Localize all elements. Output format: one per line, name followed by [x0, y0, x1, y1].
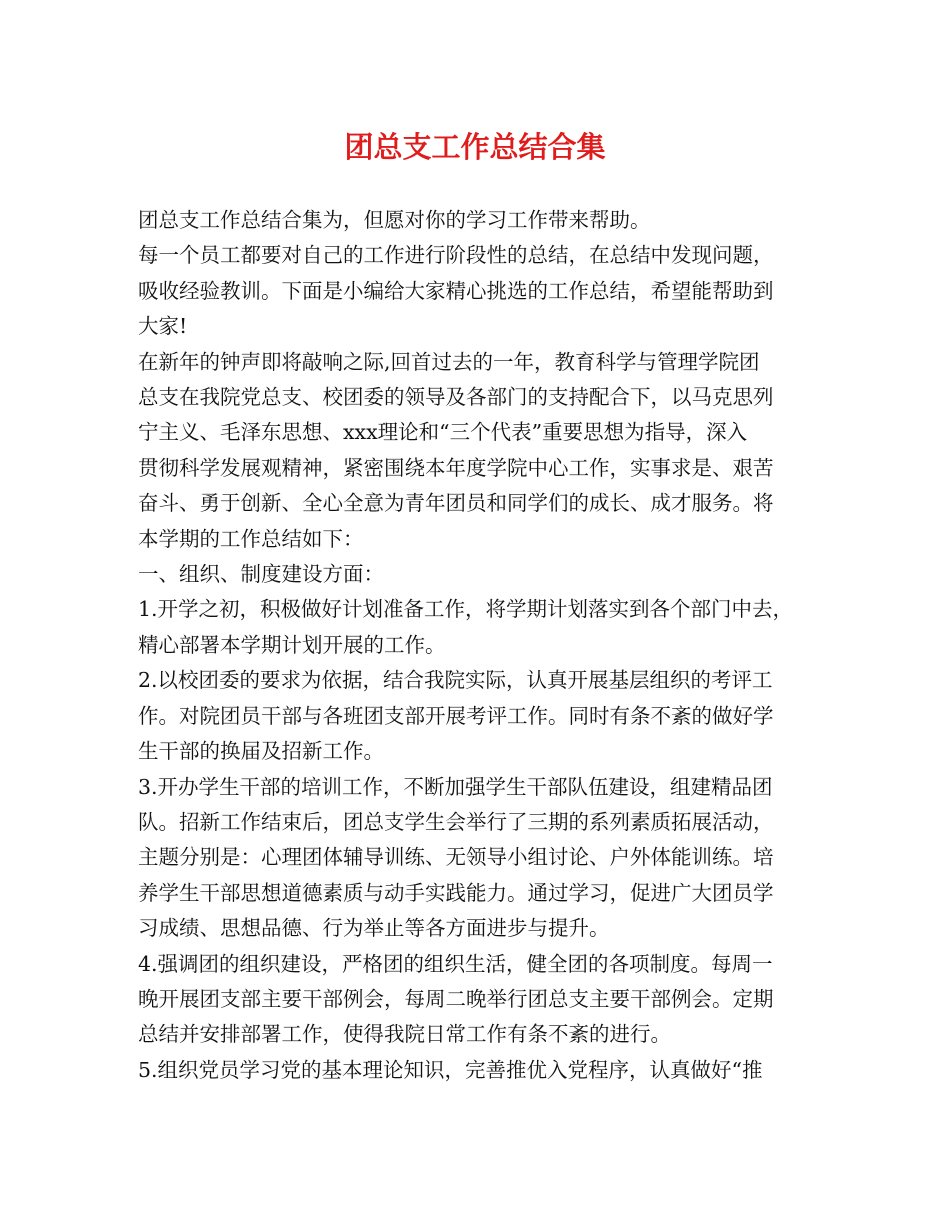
body-line: 2.以校团委的要求为依据，结合我院实际，认真开展基层组织的考评工 — [138, 668, 773, 693]
body-line: 宁主义、毛泽东思想、xxx理论和“三个代表”重要思想为指导，深入 — [138, 420, 748, 445]
body-line: 总支在我院党总支、校团委的领导及各部门的支持配合下，以马克思列 — [138, 385, 774, 410]
body-line: 主题分别是：心理团体辅导训练、无领导小组讨论、户外体能训练。培 — [138, 845, 774, 870]
section-heading: 一、组织、制度建设方面： — [138, 562, 384, 587]
body-line: 精心部署本学期计划开展的工作。 — [138, 632, 446, 657]
body-line: 本学期的工作总结如下： — [138, 526, 364, 551]
body-line: 每一个员工都要对自己的工作进行阶段性的总结，在总结中发现问题， — [138, 243, 774, 268]
body-line: 作。对院团员干部与各班团支部开展考评工作。同时有条不紊的做好学 — [138, 703, 774, 728]
document-body — [138, 203, 818, 1088]
body-line: 3.开办学生干部的培训工作，不断加强学生干部队伍建设，组建精品团 — [138, 774, 773, 799]
body-line: 1.开学之初，积极做好计划准备工作，将学期计划落实到各个部门中去， — [138, 597, 794, 622]
body-line: 团总支工作总结合集为，但愿对你的学习工作带来帮助。 — [138, 208, 651, 232]
body-line: 吸收经验教训。下面是小编给大家精心挑选的工作总结，希望能帮助到 — [138, 278, 774, 303]
body-line: 队。招新工作结束后，团总支学生会举行了三期的系列素质拓展活动， — [138, 809, 774, 834]
body-line: 习成绩、思想品德、行为举止等各方面进步与提升。 — [138, 916, 610, 941]
body-line: 5.组织党员学习党的基本理论知识，完善推优入党程序，认真做好“推 — [138, 1057, 763, 1082]
body-line: 总结并安排部署工作，使得我院日常工作有条不紊的进行。 — [138, 1022, 671, 1047]
body-line: 贯彻科学发展观精神，紧密围绕本年度学院中心工作，实事求是、艰苦 — [138, 455, 774, 480]
body-line: 生干部的换届及招新工作。 — [138, 739, 384, 764]
body-line: 奋斗、勇于创新、全心全意为青年团员和同学们的成长、成才服务。将 — [138, 491, 774, 516]
body-line: 养学生干部思想道德素质与动手实践能力。通过学习，促进广大团员学 — [138, 880, 774, 905]
body-line: 在新年的钟声即将敲响之际,回首过去的一年，教育科学与管理学院团 — [138, 349, 760, 374]
document-title: 团总支工作总结合集 — [344, 130, 606, 164]
body-line: 大家! — [138, 314, 188, 339]
body-line: 晚开展团支部主要干部例会，每周二晚举行团总支主要干部例会。定期 — [138, 986, 774, 1011]
body-line: 4.强调团的组织建设，严格团的组织生活，健全团的各项制度。每周一 — [138, 951, 773, 976]
